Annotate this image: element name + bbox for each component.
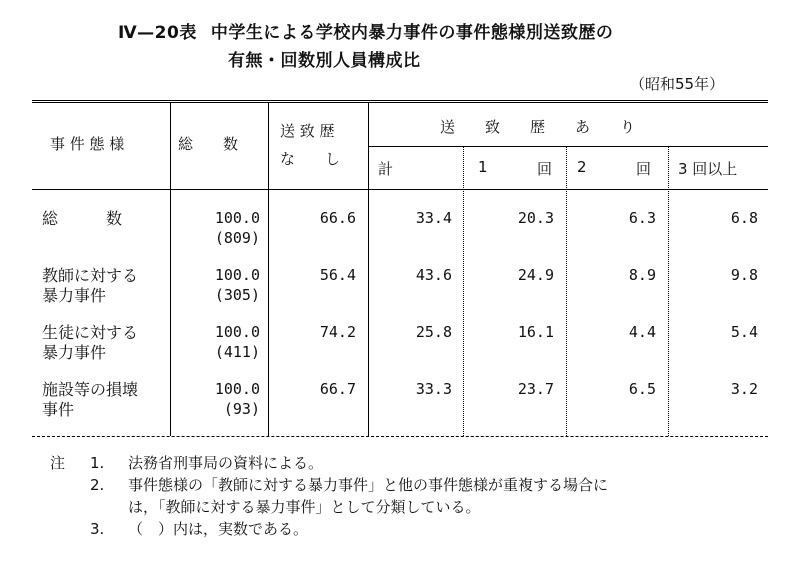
cell-total: 100.0 [214,380,260,398]
cell-sum: 25.8 [415,323,452,341]
cell-none: 56.4 [319,266,356,284]
cell-three: 5.4 [730,323,758,341]
era-label: （昭和55年） [630,75,725,93]
cell-none: 66.6 [319,209,356,227]
col-divider-2 [268,103,269,436]
cell-three: 6.8 [730,209,758,227]
cell-twice: 8.9 [628,266,656,284]
note-text: 事件態様の「教師に対する暴力事件」と他の事件態様が重複する場合に [128,476,609,494]
cell-three: 3.2 [730,380,758,398]
cell-none: 74.2 [319,323,356,341]
table-number: Ⅳ—20表 [118,23,197,43]
header-sum: 計 [378,160,394,178]
cell-three: 9.8 [730,266,758,284]
header-twice-unit: 回 [636,160,652,178]
row-label-2: 事件 [42,400,75,419]
cell-once: 20.3 [517,209,554,227]
cell-total: 100.0 [214,266,260,284]
note-text: （ ）内は，実数である。 [128,520,309,538]
note-text-cont: は，「教師に対する暴力事件」として分類している。 [128,498,481,516]
header-type: 事 件 態 様 [50,135,125,153]
col-divider-5 [566,146,567,436]
notes-label: 注 [50,454,66,472]
header-bottom-rule [32,189,768,190]
header-sub-rule [368,146,768,147]
header-once-unit: 回 [537,160,553,178]
header-once-num: 1 [478,158,488,176]
row-label: 生徒に対する [42,323,139,342]
note-num: 2. [90,476,105,494]
cell-twice: 6.5 [628,380,656,398]
cell-count: (809) [214,229,260,247]
cell-once: 23.7 [517,380,554,398]
header-has: 送 致 歴 あ り [440,118,636,136]
cell-sum: 33.4 [415,209,452,227]
col-divider-1 [170,103,171,436]
header-total: 総 数 [178,135,239,153]
row-label: 総 数 [42,209,123,228]
table-title-line2: 有無・回数別人員構成比 [228,51,421,71]
table-bottom-rule [32,436,768,437]
cell-once: 16.1 [517,323,554,341]
note-text: 法務省刑事局の資料による。 [128,454,324,472]
header-none-1: 送 致 歴 [280,122,335,140]
cell-sum: 33.3 [415,380,452,398]
cell-none: 66.7 [319,380,356,398]
cell-total: 100.0 [214,323,260,341]
cell-count: (93) [223,400,260,418]
note-num: 3. [90,520,105,538]
table-title-line1 [118,18,613,43]
header-twice-num: 2 [577,158,587,176]
col-divider-4 [463,146,464,436]
cell-count: (411) [214,343,260,361]
row-label-2: 暴力事件 [42,343,107,362]
cell-total: 100.0 [214,209,260,227]
header-none-2: な し [280,150,341,168]
row-label-2: 暴力事件 [42,286,107,305]
cell-count: (305) [214,286,260,304]
cell-sum: 43.6 [415,266,452,284]
row-label: 教師に対する [42,266,139,285]
table-top-rule [32,100,768,103]
cell-twice: 4.4 [628,323,656,341]
cell-twice: 6.3 [628,209,656,227]
col-divider-3 [368,103,369,436]
cell-once: 24.9 [517,266,554,284]
row-label: 施設等の損壊 [42,380,139,399]
note-num: 1. [90,454,105,472]
header-three: 3 回以上 [678,160,738,178]
col-divider-6 [668,146,669,436]
table-title-text: 中学生による学校内暴力事件の事件態様別送致歴の [210,23,614,43]
